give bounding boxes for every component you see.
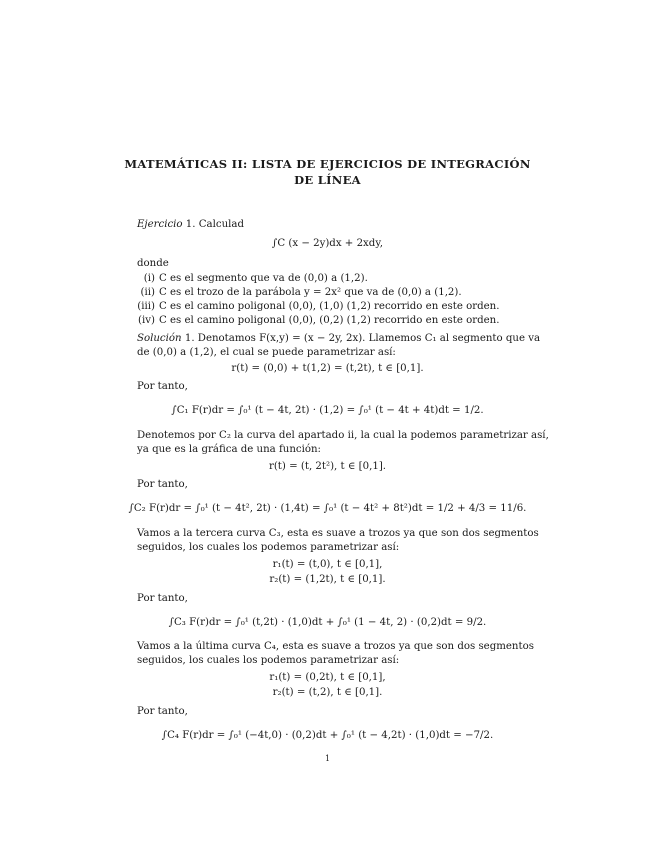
- title-line-2: DE LÍNEA: [294, 173, 361, 187]
- equation-4: ∫C₂ F(r)dr = ∫₀¹ (t − 4t², 2t) · (1,4t) = ∫₀¹ (t − 4t² + 8t²)dt = 1/2 + 4/3 = 11/6.: [128, 503, 527, 514]
- item-label: (iii): [137, 301, 155, 312]
- equation-3: r(t) = (t, 2t²), t ∈ [0,1].: [268, 461, 387, 472]
- exercise-number-text: 1. Calculad: [182, 219, 245, 230]
- equation-8: ∫C₄ F(r)dr = ∫₀¹ (−4t,0) · (0,2)dt + ∫₀¹ (t − 4,2t) · (1,0)dt = −7/2.: [161, 730, 494, 741]
- item-text: C es el trozo de la parábola y = 2x² que va de (0,0) a (1,2).: [159, 287, 462, 298]
- title-line-1: MATEMÁTICAS II: LISTA DE EJERCICIOS DE INTEGRACIÓN: [124, 157, 531, 171]
- paragraph-2-line-1: Denotemos por C₂ la curva del apartado ii, la cual la podemos parametrizar así,: [137, 430, 549, 441]
- item-text: C es el segmento que va de (0,0) a (1,2).: [159, 273, 368, 284]
- por-tanto-3: Por tanto,: [137, 593, 188, 604]
- paragraph-3-line-1: Vamos a la tercera curva C₃, esta es suave a trozos ya que son dos segmentos: [137, 528, 539, 539]
- donde-text: donde: [137, 258, 169, 269]
- equation-7a: r₁(t) = (0,2t), t ∈ [0,1],: [269, 672, 386, 683]
- exercise-item-ii: [133, 287, 462, 298]
- paragraph-4-line-2: seguidos, los cuales los podemos parametrizar así:: [137, 655, 400, 666]
- item-label: (ii): [140, 287, 155, 298]
- exercise-label: Ejercicio: [137, 219, 183, 230]
- exercise-heading: [137, 219, 244, 230]
- exercise-item-i: [133, 273, 368, 284]
- solution-line-2: de (0,0) a (1,2), el cual se puede parametrizar así:: [137, 347, 396, 358]
- exercise-item-iv: [133, 315, 499, 326]
- equation-7b: r₂(t) = (t,2), t ∈ [0,1].: [272, 687, 383, 698]
- paragraph-3-line-2: seguidos, los cuales los podemos parametrizar así:: [137, 542, 400, 553]
- item-label: (iv): [138, 315, 155, 326]
- equation-1: r(t) = (0,0) + t(1,2) = (t,2t), t ∈ [0,1].: [231, 363, 424, 374]
- paragraph-2-line-2: ya que es la gráfica de una función:: [137, 444, 321, 455]
- por-tanto-1: Por tanto,: [137, 381, 188, 392]
- por-tanto-4: Por tanto,: [137, 706, 188, 717]
- solution-line-1: [137, 333, 540, 344]
- item-text: C es el camino poligonal (0,0), (1,0) (1,2) recorrido en este orden.: [159, 301, 500, 312]
- equation-6: ∫C₃ F(r)dr = ∫₀¹ (t,2t) · (1,0)dt + ∫₀¹ (1 − 4t, 2) · (0,2)dt = 9/2.: [168, 617, 487, 628]
- page-number: 1: [324, 754, 331, 763]
- solution-label: Solución: [137, 333, 182, 344]
- paragraph-4-line-1: Vamos a la última curva C₄, esta es suave a trozos ya que son dos segmentos: [137, 641, 534, 652]
- equation-5a: r₁(t) = (t,0), t ∈ [0,1],: [272, 559, 383, 570]
- item-text: C es el camino poligonal (0,0), (0,2) (1,2) recorrido en este orden.: [159, 315, 500, 326]
- item-label: (i): [143, 273, 155, 284]
- solution-text: 1. Denotamos F(x,y) = (x − 2y, 2x). Llamemos C₁ al segmento que va: [181, 333, 541, 344]
- equation-2: ∫C₁ F(r)dr = ∫₀¹ (t − 4t, 2t) · (1,2) = ∫₀¹ (t − 4t + 4t)dt = 1/2.: [171, 405, 484, 416]
- equation-5b: r₂(t) = (1,2t), t ∈ [0,1].: [269, 574, 386, 585]
- por-tanto-2: Por tanto,: [137, 479, 188, 490]
- exercise-integral: ∫C (x − 2y)dx + 2xdy,: [272, 238, 383, 249]
- exercise-item-iii: [133, 301, 499, 312]
